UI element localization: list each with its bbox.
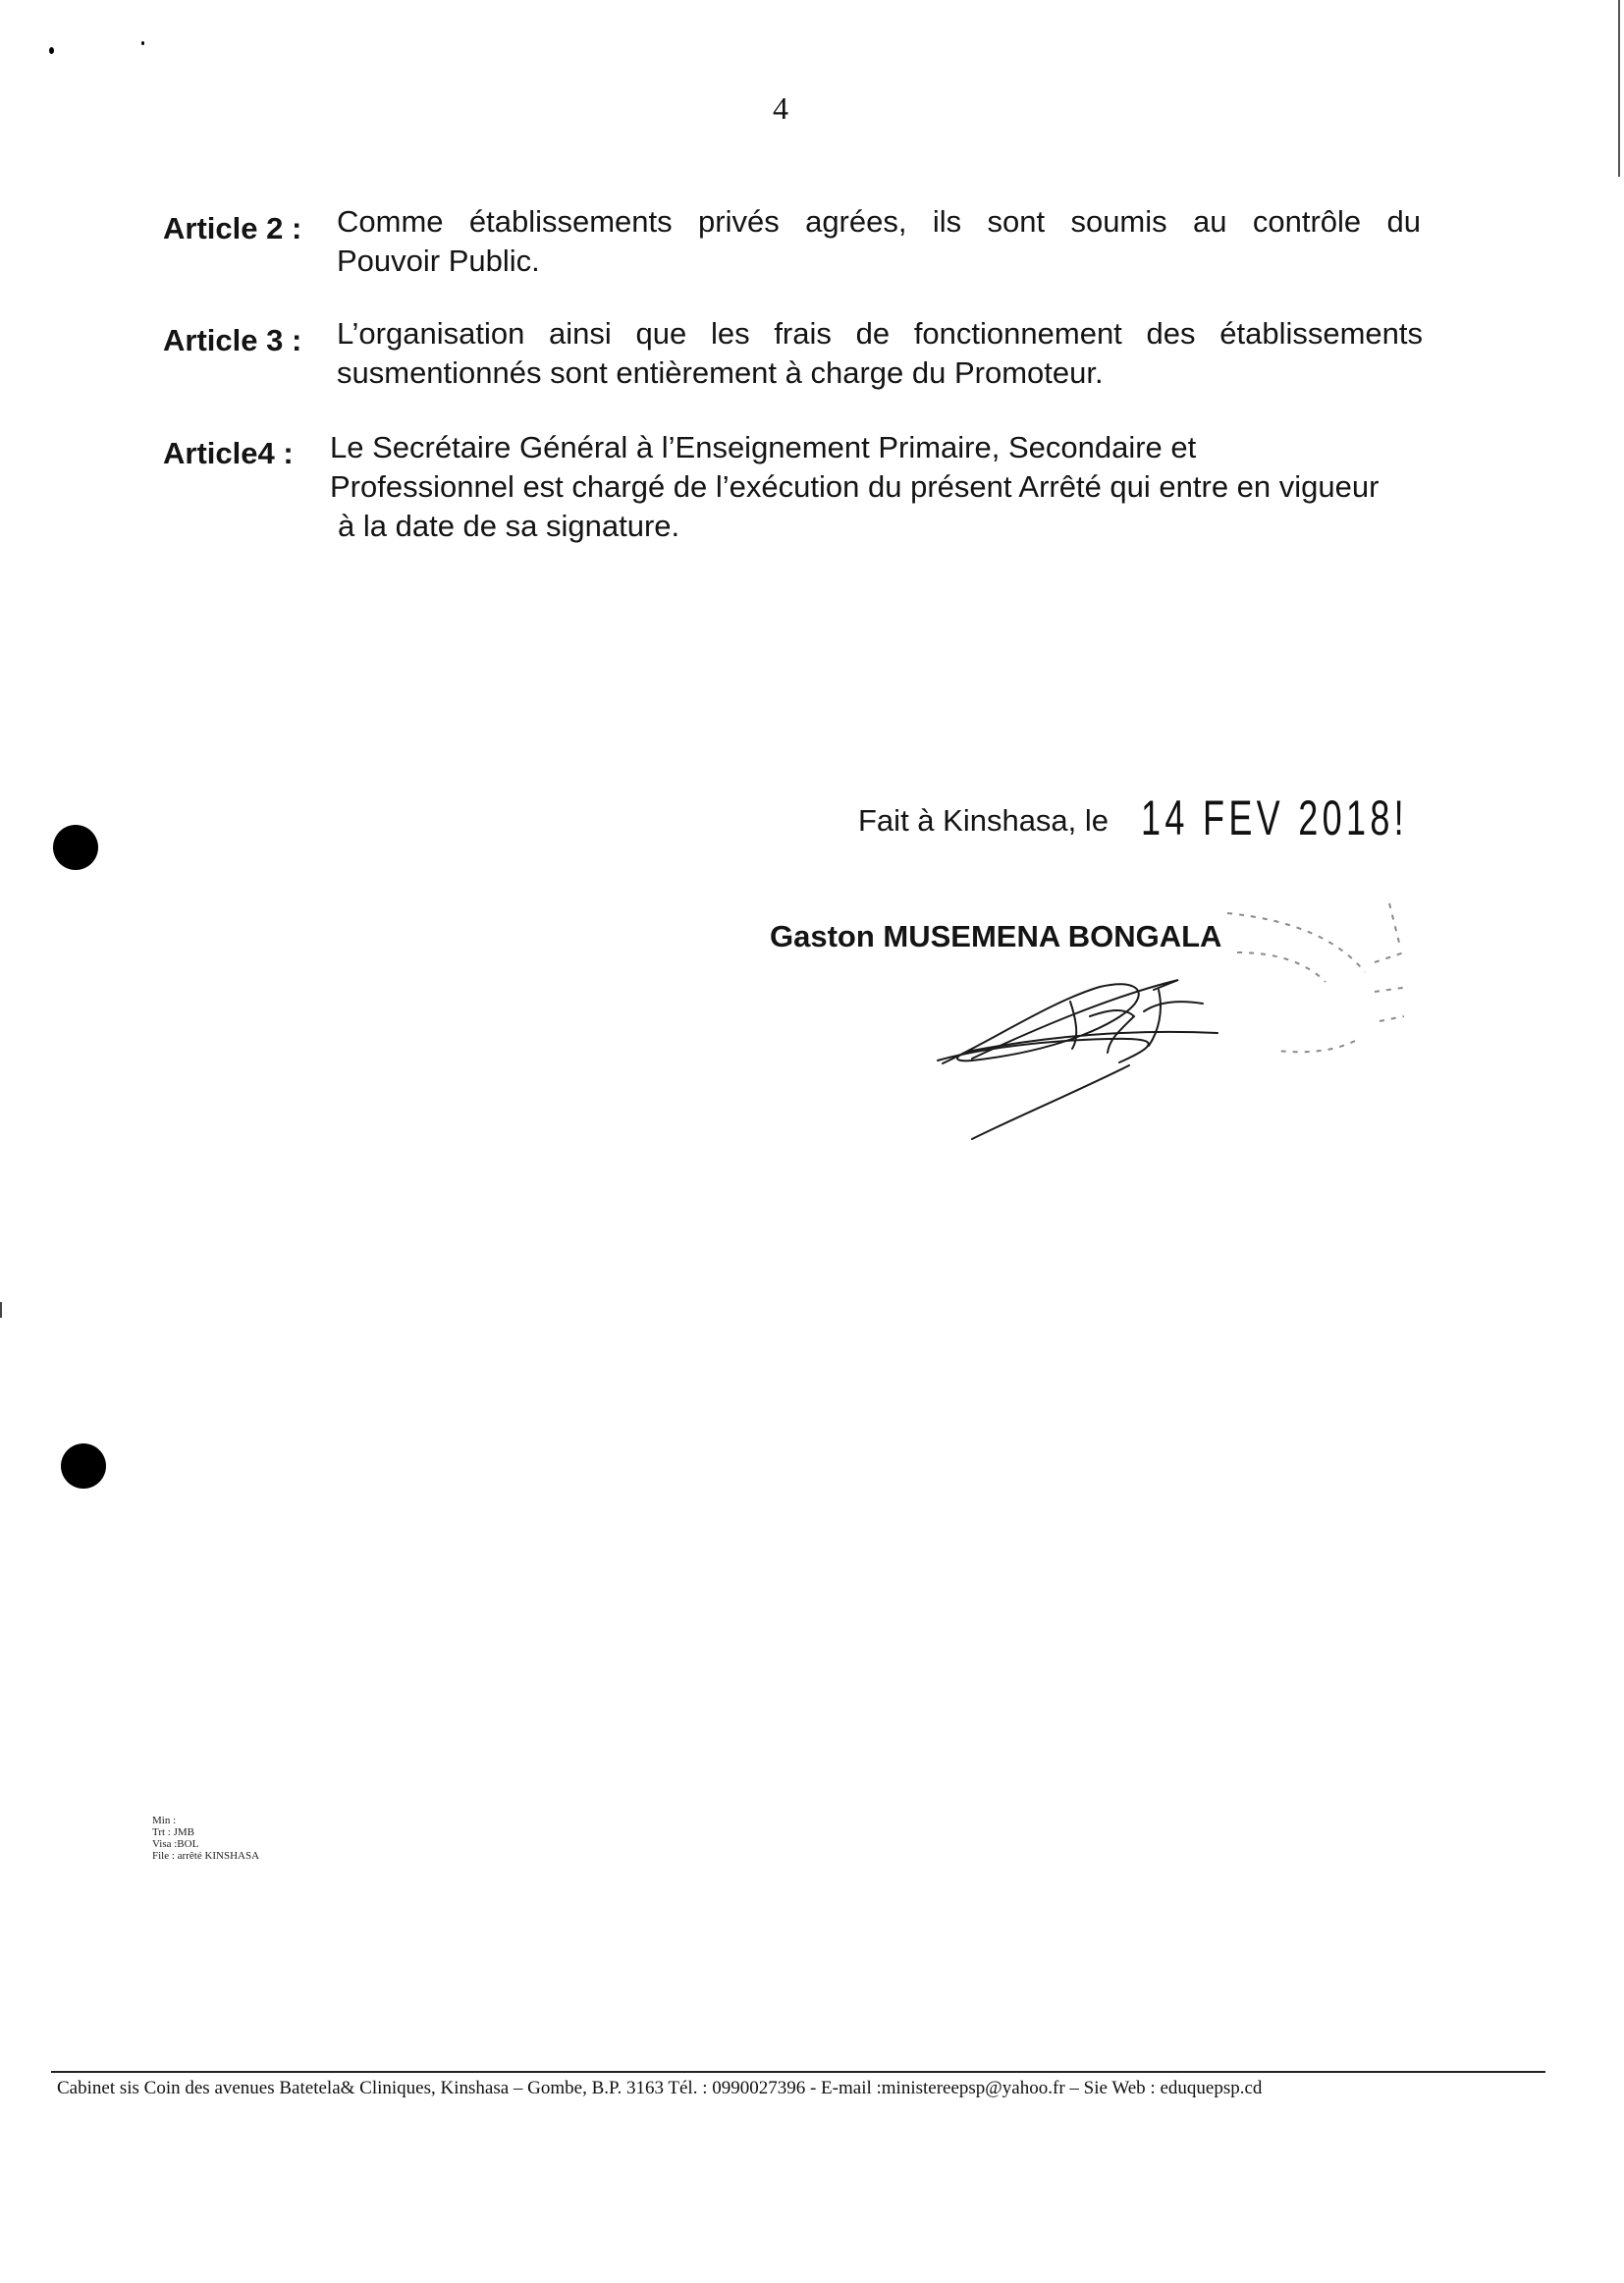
article-4-line-3: à la date de sa signature.	[338, 509, 680, 543]
article-3-line-2: susmentionnés sont entièrement à charge du Promoteur.	[337, 355, 1104, 390]
article-3-label: Article 3 :	[163, 323, 302, 357]
article-2-text	[337, 202, 1421, 281]
article-4-line-1: Le Secrétaire Général à l’Enseignement Primaire, Secondaire et	[330, 430, 1197, 464]
page-number: 4	[773, 90, 788, 126]
scan-edge-line	[1618, 0, 1620, 177]
article-3-text	[337, 314, 1423, 393]
reference-line: Visa :BOL	[152, 1838, 199, 1850]
article-3-line-1: L’organisation ainsi que les frais de fonctionnement des établissements	[337, 316, 1423, 351]
reference-line: File : arrêté KINSHASA	[152, 1850, 260, 1862]
stamped-date: 14 FEV 2018!	[1141, 790, 1408, 845]
punch-hole-mark	[61, 1443, 106, 1489]
article-4-label: Article4 :	[163, 436, 294, 470]
footer-address: Cabinet sis Coin des avenues Batetela& Cliniques, Kinshasa – Gombe, B.P. 3163 Tél. : 0990027396 - E-mail :ministereepsp@yahoo.fr – Sie Web : eduquepsp.cd	[57, 2078, 1263, 2098]
reference-block	[152, 1815, 259, 1862]
punch-hole-mark	[53, 825, 98, 870]
signatory-name: Gaston MUSEMENA BONGALA	[770, 919, 1222, 953]
scan-edge-line	[0, 1302, 2, 1318]
handwritten-signature	[913, 943, 1247, 1159]
reference-line: Min :	[152, 1815, 177, 1826]
article-2-line-1: Comme établissements privés agrées, ils sont soumis au contrôle du	[337, 204, 1421, 239]
place-date-prefix: Fait à Kinshasa, le	[858, 803, 1110, 838]
article-2-label: Article 2 :	[163, 211, 302, 245]
article-2-line-2: Pouvoir Public.	[337, 244, 540, 278]
article-4-line-2: Professionnel est chargé de l’exécution du présent Arrêté qui entre en vigueur	[330, 469, 1380, 504]
scan-speck	[141, 41, 144, 45]
footer-rule	[51, 2071, 1545, 2073]
scan-speck	[49, 47, 54, 54]
article-4-text	[330, 428, 1379, 546]
reference-line: Trt : JMB	[152, 1826, 195, 1838]
